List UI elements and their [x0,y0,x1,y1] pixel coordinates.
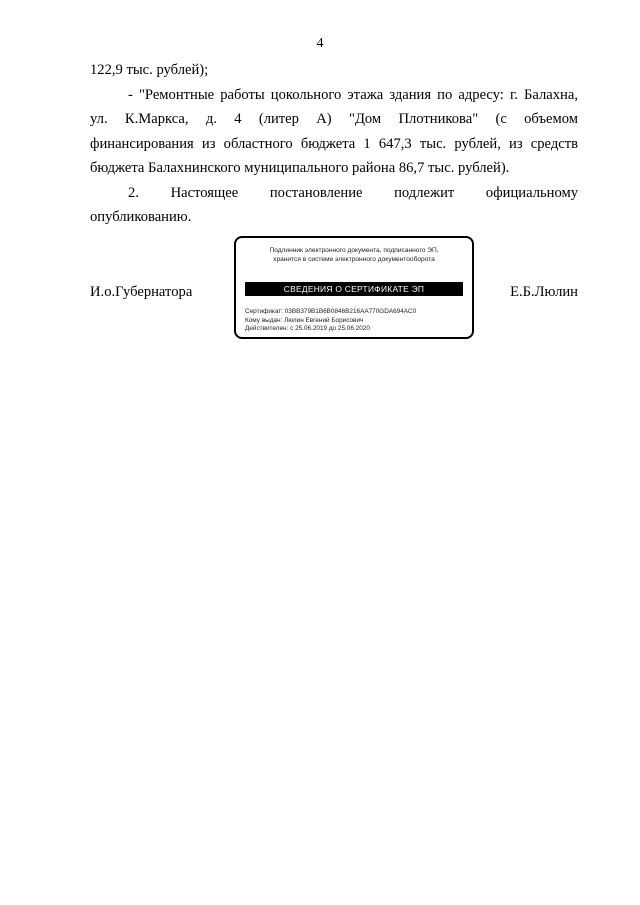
paragraph-publication-line-2: опубликованию. [90,209,192,225]
paragraph-publication-line-1: 2. Настоящее постановление подлежит официальному [128,184,578,201]
certificate-validity: Действителен: с 25.06.2019 до 25.06.2020 [245,325,370,333]
paragraph-budget-item-line-1: - "Ремонтные работы цокольного этажа здания по адресу: г. Балахна, [128,86,578,103]
stamp-note-line-2: хранится в системе электронного документооборота [273,256,435,263]
stamp-note-line-1: Подлинник электронного документа, подписанного ЭП, [269,247,439,254]
paragraph-budget-item-line-3: финансирования из областного бюджета 1 647,3 тыс. рублей, из средств [90,135,578,152]
certificate-owner: Кому выдан: Люлин Евгений Борисович [245,316,364,324]
paragraph-budget-item [90,83,578,181]
paragraph-publication [90,181,578,230]
stamp-note [236,246,472,264]
certificate-serial: Сертификат: 03BB379B1B6B0846B216AA770GDA694AC0 [245,308,417,315]
paragraph-continuation-line-1: 122,9 тыс. рублей); [90,62,209,78]
electronic-signature-stamp [234,236,474,339]
signer-position: И.о.Губернатора [90,284,193,300]
stamp-details [245,308,416,334]
stamp-title: СВЕДЕНИЯ О СЕРТИФИКАТЕ ЭП [245,282,463,296]
paragraph-budget-item-line-4: бюджета Балахнинского муниципального района 86,7 тыс. рублей). [90,160,510,176]
page-number: 4 [316,36,324,51]
paragraph-budget-item-line-2: ул. К.Маркса, д. 4 (литер А) "Дом Плотникова" (с объемом [90,111,578,127]
paragraph-continuation [90,58,578,83]
signer-name: Е.Б.Люлин [510,284,578,300]
